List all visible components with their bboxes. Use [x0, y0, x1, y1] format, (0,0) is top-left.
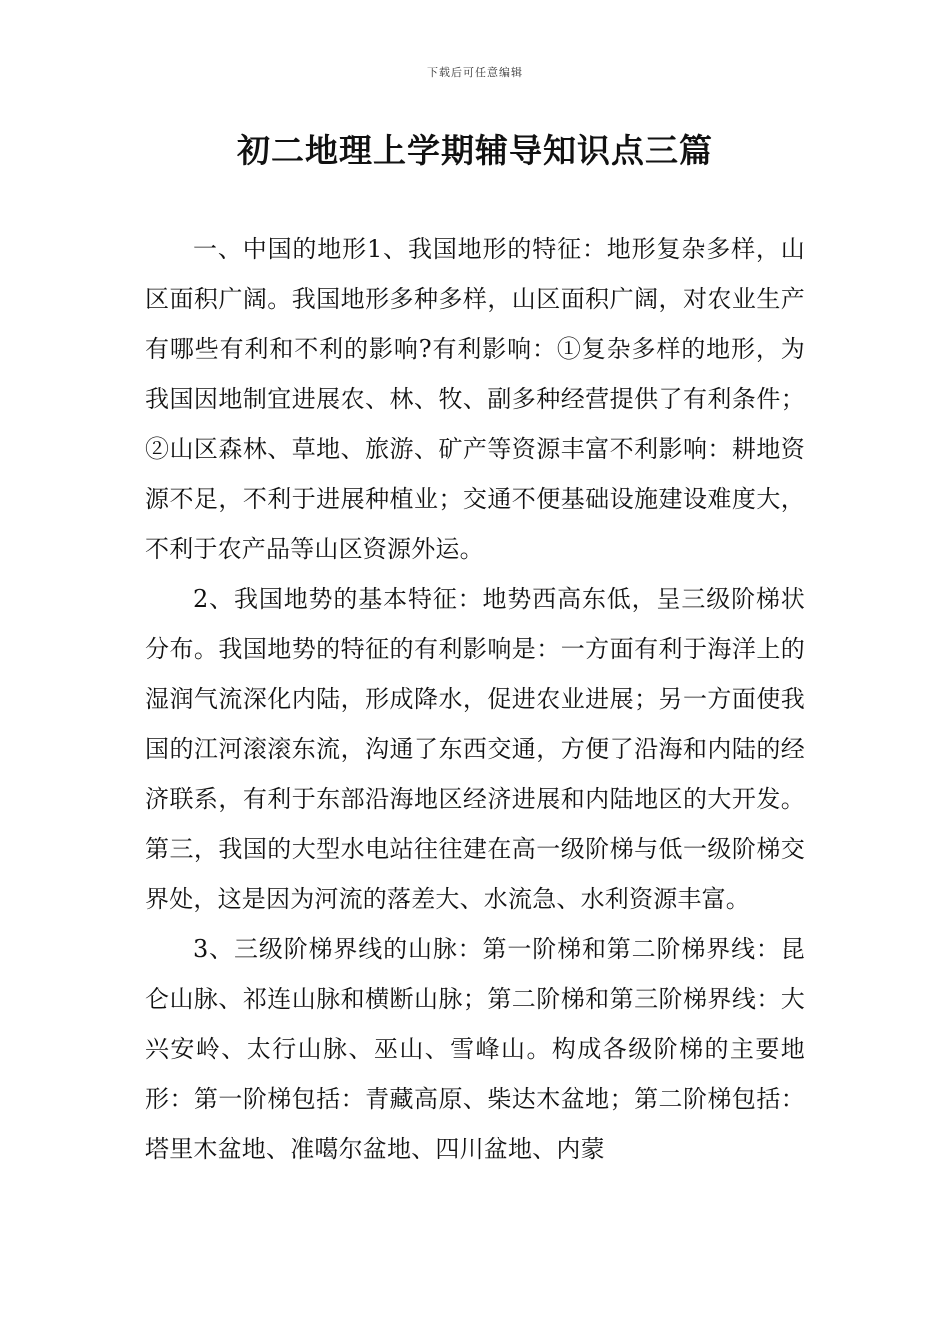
paragraph-terrain-features: 一、中国的地形1、我国地形的特征：地形复杂多样，山区面积广阔。我国地形多种多样，山区面积广阔，对农业生产有哪些有利和不利的影响?有利影响：①复杂多样的地形，为我国因地制宜进展农、林、牧、副多种经营提供了有利条件；②山区森林、草地、旅游、矿产等资源丰富不利影响：耕地资源不足，不利于进展种植业；交通不便基础设施建设难度大，不利于农产品等山区资源外运。 — [145, 235, 805, 563]
document-title: 初二地理上学期辅导知识点三篇 — [237, 131, 713, 170]
paragraph-elevation-features: 2、我国地势的基本特征：地势西高东低，呈三级阶梯状分布。我国地势的特征的有利影响是：一方面有利于海洋上的湿润气流深化内陆，形成降水，促进农业进展；另一方面使我国的江河滚滚东流，沟通了东西交通，方便了沿海和内陆的经济联系，有利于东部沿海地区经济进展和内陆地区的大开发。第三，我国的大型水电站往往建在高一级阶梯与低一级阶梯交界处，这是因为河流的落差大、水流急、水利资源丰富。 — [145, 585, 805, 913]
header-note: 下载后可任意编辑 — [427, 66, 523, 79]
document-body — [145, 224, 805, 1174]
paragraph-staircase-boundaries: 3、三级阶梯界线的山脉：第一阶梯和第二阶梯界线：昆仑山脉、祁连山脉和横断山脉；第二阶梯和第三阶梯界线：大兴安岭、太行山脉、巫山、雪峰山。构成各级阶梯的主要地形：第一阶梯包括：青藏高原、柴达木盆地；第二阶梯包括：塔里木盆地、准噶尔盆地、四川盆地、内蒙 — [145, 935, 805, 1163]
